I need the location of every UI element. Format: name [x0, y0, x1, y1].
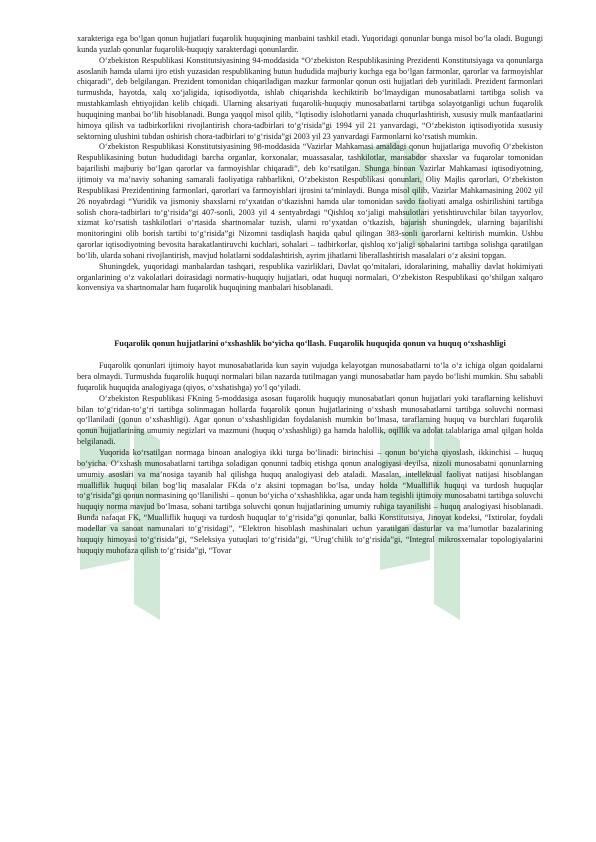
paragraph-analogy-types: Yuqorida ko‘rsatilgan normaga binoan analogiya ikki turga bo‘linadi: birinchisi – qonun bo‘yicha qiyoslash, ikkinchisi – huquq bo‘yicha. O‘xshash munosabatlarni tartibga soladigan qonunni tadbiq etishga qonun analogiyasi deyilsa, nizoli munosabatni qonunlarning umumiy asoslari va ma’nosiga tayanib hal qilishga huquq analogiyasi deb ataladi. Masalan, intellektual faoliyat natijasi hisoblangan mualliflik huquqi bilan bog‘liq masalalar FKda o‘z aksini topmagan bo‘lsa, unday holda “Mualliflik huquqi va turdosh huquqlar to‘g‘risida”gi qonun normasining qo‘llanilishi – qonun bo‘yicha o‘xshashlikka, agar unda ham tegishli ijtimoiy munosabatni tartibga soluvchi huquqiy norma mavjud bo‘lmasa, sohani tartibga soluvchi qonun hujjatlarining umumiy ruhiga tayanilishi – huquq analogiyasi hisoblanadi. Bunda nafaqat FK, “Mualliflik huquqi va turdosh huquqlar to‘g‘risida”gi qonunlar, balki Konstitutsiya, Jinoyat kodeksi, “Ixtirolar, foydali modellar va sanoat namunalari to‘g‘risidagi”, “Elektron hisoblash mashinalari uchun yaratilgan dasturlar va ma’lumotlar bazalarining huquqiy himoyasi to‘g‘risida”gi, “Seleksiya yutuqlari to‘g‘risida”gi, “Urug‘chilik to‘g‘risida”gi, “Integral mikrosxemalar topologiyalarini huquqiy muhofaza qilish to‘g‘risida”gi, “Tovar	[77, 448, 543, 555]
paragraph-other-sources: Shuningdek, yuqoridagi manbalardan tashqari, respublika vazirliklari, Davlat qo‘mitalari, idoralarining, mahalliy davlat hokimiyati organlarining o‘z vakolatlari doirasidagi normativ-huquqiy hujjatlari, odat huquqi normalari, O‘zbekiston Respublikasi qo‘shilgan xalqaro konvensiya va shartnomalar ham fuqarolik huquqining manbalari hisoblanadi.	[77, 261, 543, 293]
document-page	[77, 34, 543, 556]
paragraph-article-5: O‘zbekiston Respublikasi FKning 5-moddasiga asosan fuqarolik huquqiy munosabatlari qonun hujjatlari yoki taraflarning kelishuvi bilan to‘g‘ridan-to‘g‘ri tartibga solinmagan hollarda fuqarolik qonun hujjatlarining o‘xshash munosabatlarni tartibga soluvchi normasi qo‘llaniladi (qonun o‘xshashligi). Agar qonun o‘xshashligidan foydalanish mumkin bo‘lmasa, taraflarning huquq va burchlari fuqarolik qonun hujjatlarining umumiy negizlari va mazmuni (huquq o‘xshashligi) ga hamda halollik, oqillik va adolat talablariga amal qilgan holda belgilanadi.	[77, 393, 543, 447]
section-heading: Fuqarolik qonun hujjatlarini o‘xshashlik bo‘yicha qo‘llash. Fuqarolik huquqida qonun va huquq o‘xshashligi	[114, 339, 506, 349]
section-gap	[77, 294, 543, 338]
paragraph-article-94: O‘zbekiston Respublikasi Konstitutsiyasining 94-moddasida “O‘zbekiston Respublikasining Prezidenti Konstitutsiyaga va qonunlarga asoslanib hamda ularni ijro etish yuzasidan respublikaning butun hududida majburiy kuchga ega bo‘lgan farmonlar, qarorlar va farmoyishlar chiqaradi”, deb belgilangan. Prezident tomonidan chiqariladigan mazkur farmonlar qonun osti hujjatlari deb yuritiladi. Prezident farmonlari turmushda, hayotda, xalq xo‘jaligida, iqtisodiyotda, ishlab chiqarishda kechiktirib bo‘lmaydigan munosabatlarni tartibga solish va mustahkamlash ehtiyojidan kelib chiqadi. Ularning aksariyati fuqarolik-huquqiy munosabatlarni tartibga solayotganligi uchun fuqarolik huquqining manbai bo‘lib hisoblanadi. Bunga yaqqol misol qilib, “Iqtisodiy islohotlarni yanada chuqurlashtirish, xususiy mulk manfaatlarini himoya qilish va tadbirkorlikni rivojlantirish chora-tadbirlari to‘g‘risida”gi 1994 yil 21 yanvardagi, “O‘zbekiston iqtisodiyotida xususiy sektorning ulushini tubdan oshirish chora-tadbirlari to‘g‘risida”gi 2003 yil 23 yanvardagi Farmonlarni ko‘rsatish mumkin.	[77, 55, 543, 141]
paragraph-intro: xarakteriga ega bo‘lgan qonun hujjatlari fuqarolik huquqining manbaini tashkil etadi. Yuqoridagi qonunlar bunga misol bo‘la oladi. Bugungi kunda yuzlab qonunlar fuqarolik-huquqiy xarakterdagi qonunlardir.	[77, 34, 543, 54]
paragraph-analogy-intro: Fuqarolik qonunlari ijtimoiy hayot munosabatlarida kun sayin vujudga kelayotgan munosabatlarni to‘la o‘z ichiga olgan qoidalarni bera olmaydi. Turmushda fuqarolik huquqi normalari bilan nazarda tutilmagan yangi munosabatlar ham paydo bo‘lishi mumkin. Shu sababli fuqarolik huquqida analogiyaga (qiyos, o‘xshatishga) yo‘l qo‘yiladi.	[77, 361, 543, 392]
paragraph-article-98: O‘zbekiston Respublikasi Konstitutsiyasining 98-moddasida “Vazirlar Mahkamasi amaldagi qonun hujjatlariga muvofiq O‘zbekiston Respublikasining butun hududidagi barcha organlar, korxonalar, muassasalar, tashkilotlar, mansabdor shaxslar va fuqarolar tomonidan bajarilishi majburiy bo‘lgan qarorlar va farmoyishlar chiqaradi”, deb ko‘rsatilgan. Shunga binoan Vazirlar Mahkamasi iqtisodiyotning, ijtimoiy va ma’naviy sohaning samarali faoliyatiga rahbarlikni, O‘zbekiston Respublikasi qonunlari, Oliy Majlis qarorlari, O‘zbekiston Respublikasi Prezidentining farmonlari, qarorlari va farmoyishlari ijrosini ta’minlaydi. Bunga misol qilib, Vazirlar Mahkamasining 2002 yil 26 noyabrdagi “Yuridik va jismoniy shaxslarni ro‘yxatdan o‘tkazishni hamda ular tomonidan savdo faoliyati amalga oshirilishini tartibga solish chora-tadbirlari to‘g‘risida”gi 407-sonli, 2003 yil 4 sentyabrdagi “Qishloq xo‘jaligi mahsulotlari yetishtiruvchilar bilan tayyorlov, xizmat ko‘rsatish tashkilotlari o‘rtasida shartnomalar tuzish, ularni ro‘yxatdan o‘tkazish, bajarish shuningdek, ularning bajarilishi monitoringini olib borish tartibi to‘g‘risida”gi Nizomni tasdiqlash haqida qabul qilingan 383-sonli qarorlarni keltirish mumkin. Ushbu qarorlar iqtisodiyotning bevosita harakatlantiruvchi kuchlari, sohalari – tadbirkorlar, qishloq xo‘jaligi sohalarini tartibga solishga qaratilgan bo‘lib, ularda sohani rivojlantirish, mavjud holatlarni soddalashtirish, ayrim jihatlarni liberallashtirish masalalari o‘z aksini topgan.	[77, 142, 543, 260]
